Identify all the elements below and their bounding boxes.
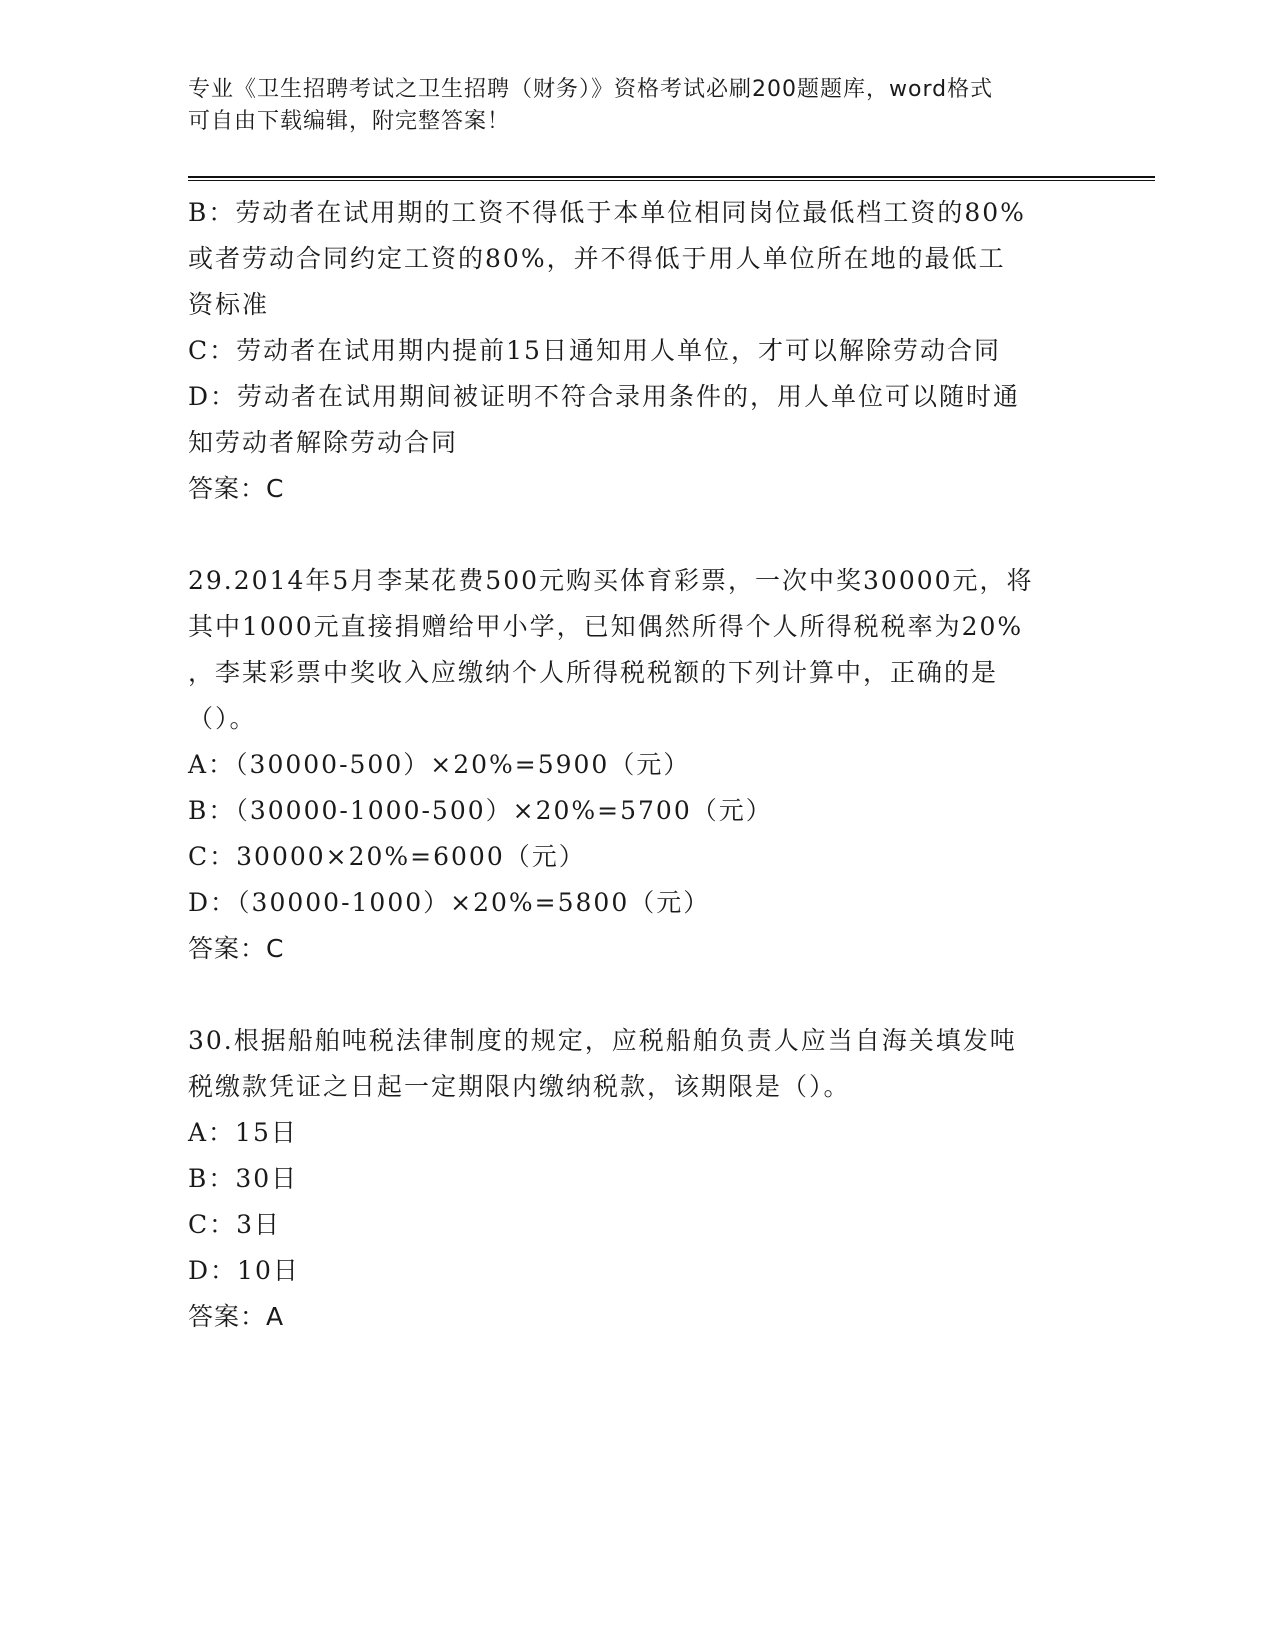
question-30	[188, 1018, 1088, 1340]
document-body	[188, 190, 1088, 1340]
option-b: B：（30000-1000-500）×20%=5700（元）	[188, 796, 773, 825]
spacer	[188, 972, 1088, 1018]
header-divider	[188, 176, 1155, 181]
question-line-2: 其中1000元直接捐赠给甲小学，已知偶然所得个人所得税税率为20%	[188, 612, 1024, 641]
question-28	[188, 190, 1088, 512]
option-d-line-2: 知劳动者解除劳动合同	[188, 428, 459, 457]
option-b-line-2: 或者劳动合同约定工资的80%，并不得低于用人单位所在地的最低工	[188, 244, 1006, 273]
spacer	[188, 512, 1088, 558]
option-a: A：（30000-500）×20%=5900（元）	[188, 750, 691, 779]
option-d: D：（30000-1000）×20%=5800（元）	[188, 888, 711, 917]
option-c: C：劳动者在试用期内提前15日通知用人单位，才可以解除劳动合同	[188, 336, 1001, 365]
option-b	[188, 190, 1088, 328]
option-d	[188, 374, 1088, 466]
option-a: A：15日	[188, 1118, 298, 1147]
answer: 答案：C	[188, 474, 285, 503]
header-line-2: 可自由下载编辑，附完整答案！	[188, 109, 511, 134]
question-text	[188, 1018, 1088, 1110]
page-header	[188, 74, 1088, 138]
header-line-1: 专业《卫生招聘考试之卫生招聘（财务）》资格考试必刷200题题库，word格式	[188, 77, 994, 102]
question-line-1: 29.2014年5月李某花费500元购买体育彩票，一次中奖30000元，将	[188, 566, 1034, 595]
option-b: B：30日	[188, 1164, 299, 1193]
option-c: C：30000×20%=6000（元）	[188, 842, 586, 871]
answer: 答案：C	[188, 934, 285, 963]
option-d-line-1: D：劳动者在试用期间被证明不符合录用条件的，用人单位可以随时通	[188, 382, 1021, 411]
option-c: C：3日	[188, 1210, 282, 1239]
question-29	[188, 558, 1088, 972]
option-b-line-3: 资标准	[188, 290, 270, 319]
answer: 答案：A	[188, 1302, 285, 1331]
option-b-line-1: B：劳动者在试用期的工资不得低于本单位相同岗位最低档工资的80%	[188, 198, 1026, 227]
question-line-2: 税缴款凭证之日起一定期限内缴纳税款，该期限是（）。	[188, 1072, 851, 1101]
question-text	[188, 558, 1088, 742]
question-line-1: 30.根据船舶吨税法律制度的规定，应税船舶负责人应当自海关填发吨	[188, 1026, 1017, 1055]
option-d: D：10日	[188, 1256, 300, 1285]
question-line-3: ，李某彩票中奖收入应缴纳个人所得税税额的下列计算中，正确的是	[188, 658, 999, 687]
question-line-4: （）。	[188, 704, 257, 733]
